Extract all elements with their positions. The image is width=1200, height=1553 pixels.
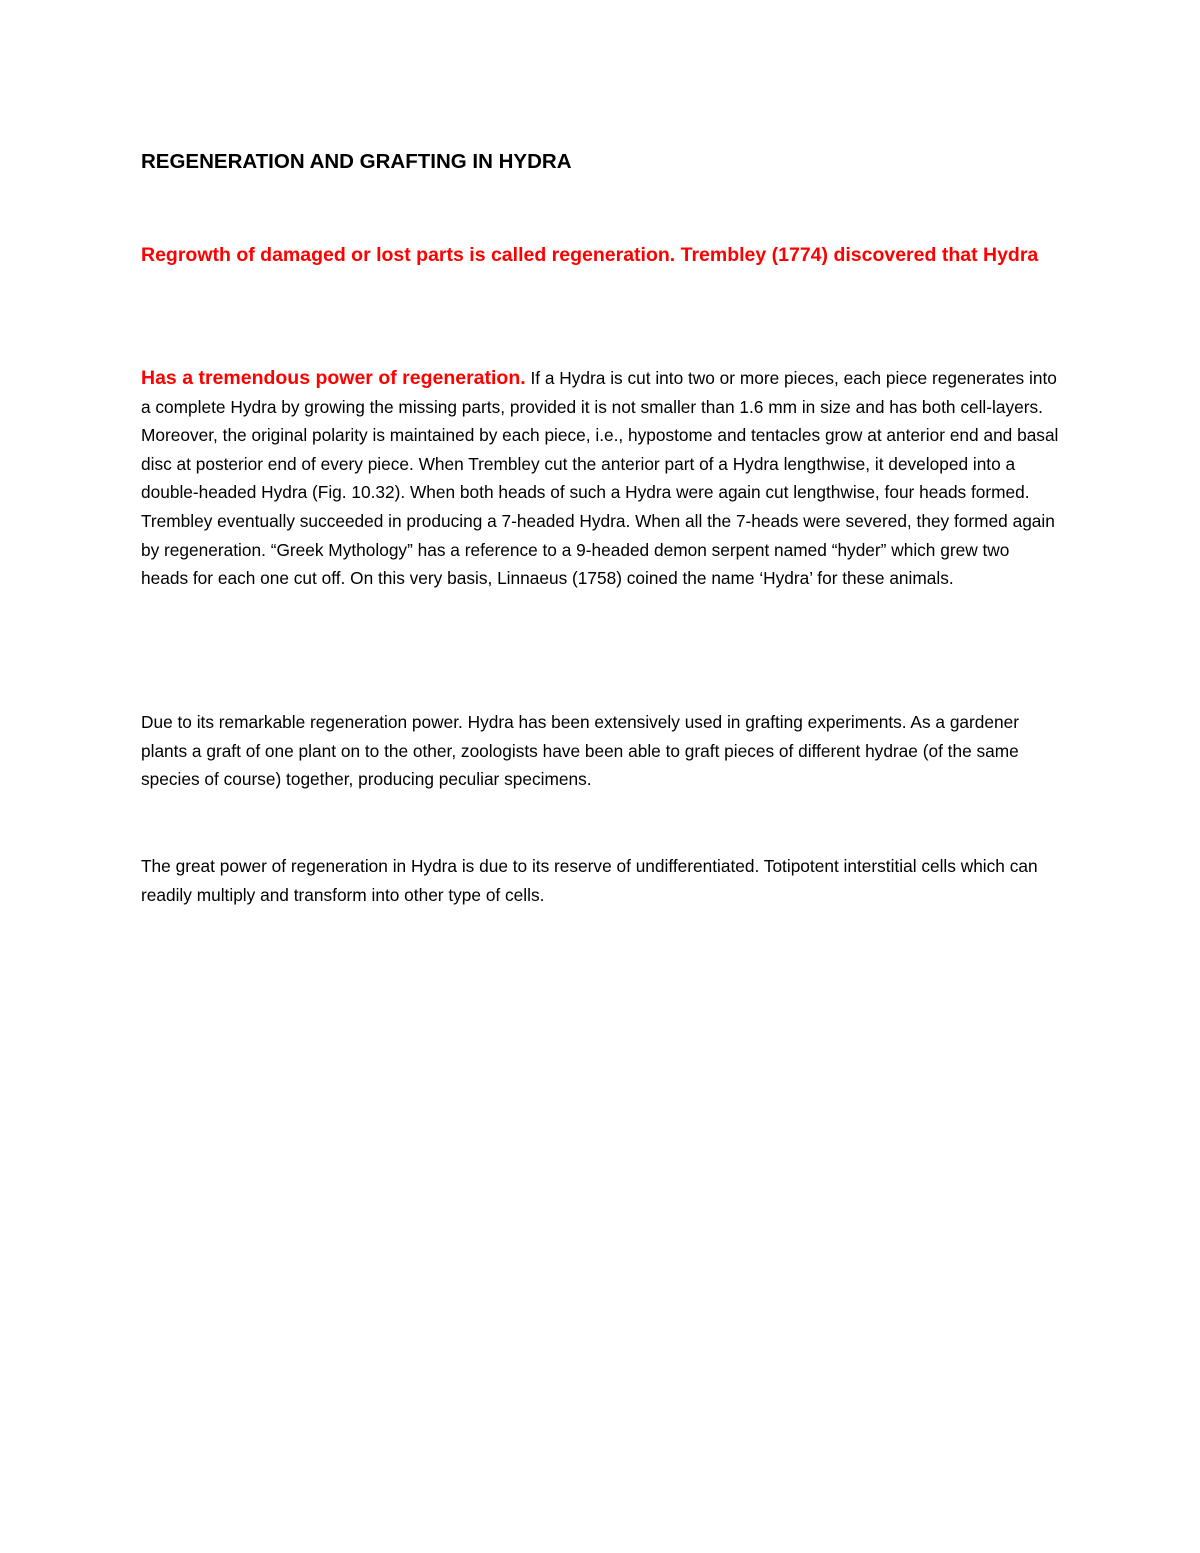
intro-statement: Regrowth of damaged or lost parts is called regeneration. Trembley (1774) discovered that Hydra [141,244,1039,266]
paragraph-body: If a Hydra is cut into two or more pieces, each piece regenerates into a complete Hydra by growing the missing parts, provided it is not smaller than 1.6 mm in size and has both cell-layers. Moreover, the original polarity is maintained by each piece, i.e., hypostome and tentacles grow at anterior end and basal disc at posterior end of every piece. When Trembley cut the anterior part of a Hydra lengthwise, it developed into a double-headed Hydra (Fig. 10.32). When both heads of such a Hydra were again cut lengthwise, four heads formed. Trembley eventually succeeded in producing a 7-headed Hydra. When all the 7-heads were severed, they formed again by regeneration. “Greek Mythology” has a reference to a 9-headed demon serpent named “hyder” which grew two heads for each one cut off. On this very basis, Linnaeus (1758) coined the name ‘Hydra’ for these animals. [141,368,1059,589]
paragraph-lead: Has a tremendous power of regeneration. [141,367,526,389]
paragraph-regeneration [141,364,1061,593]
document-title: REGENERATION AND GRAFTING IN HYDRA [141,150,572,173]
paragraph-interstitial-cells: The great power of regeneration in Hydra is due to its reserve of undifferentiated. Totipotent interstitial cells which can readily multiply and transform into other type of cells. [141,856,1038,905]
paragraph-grafting: Due to its remarkable regeneration power. Hydra has been extensively used in grafting experiments. As a gardener plants a graft of one plant on to the other, zoologists have been able to graft pieces of different hydrae (of the same species of course) together, producing peculiar specimens. [141,712,1019,790]
